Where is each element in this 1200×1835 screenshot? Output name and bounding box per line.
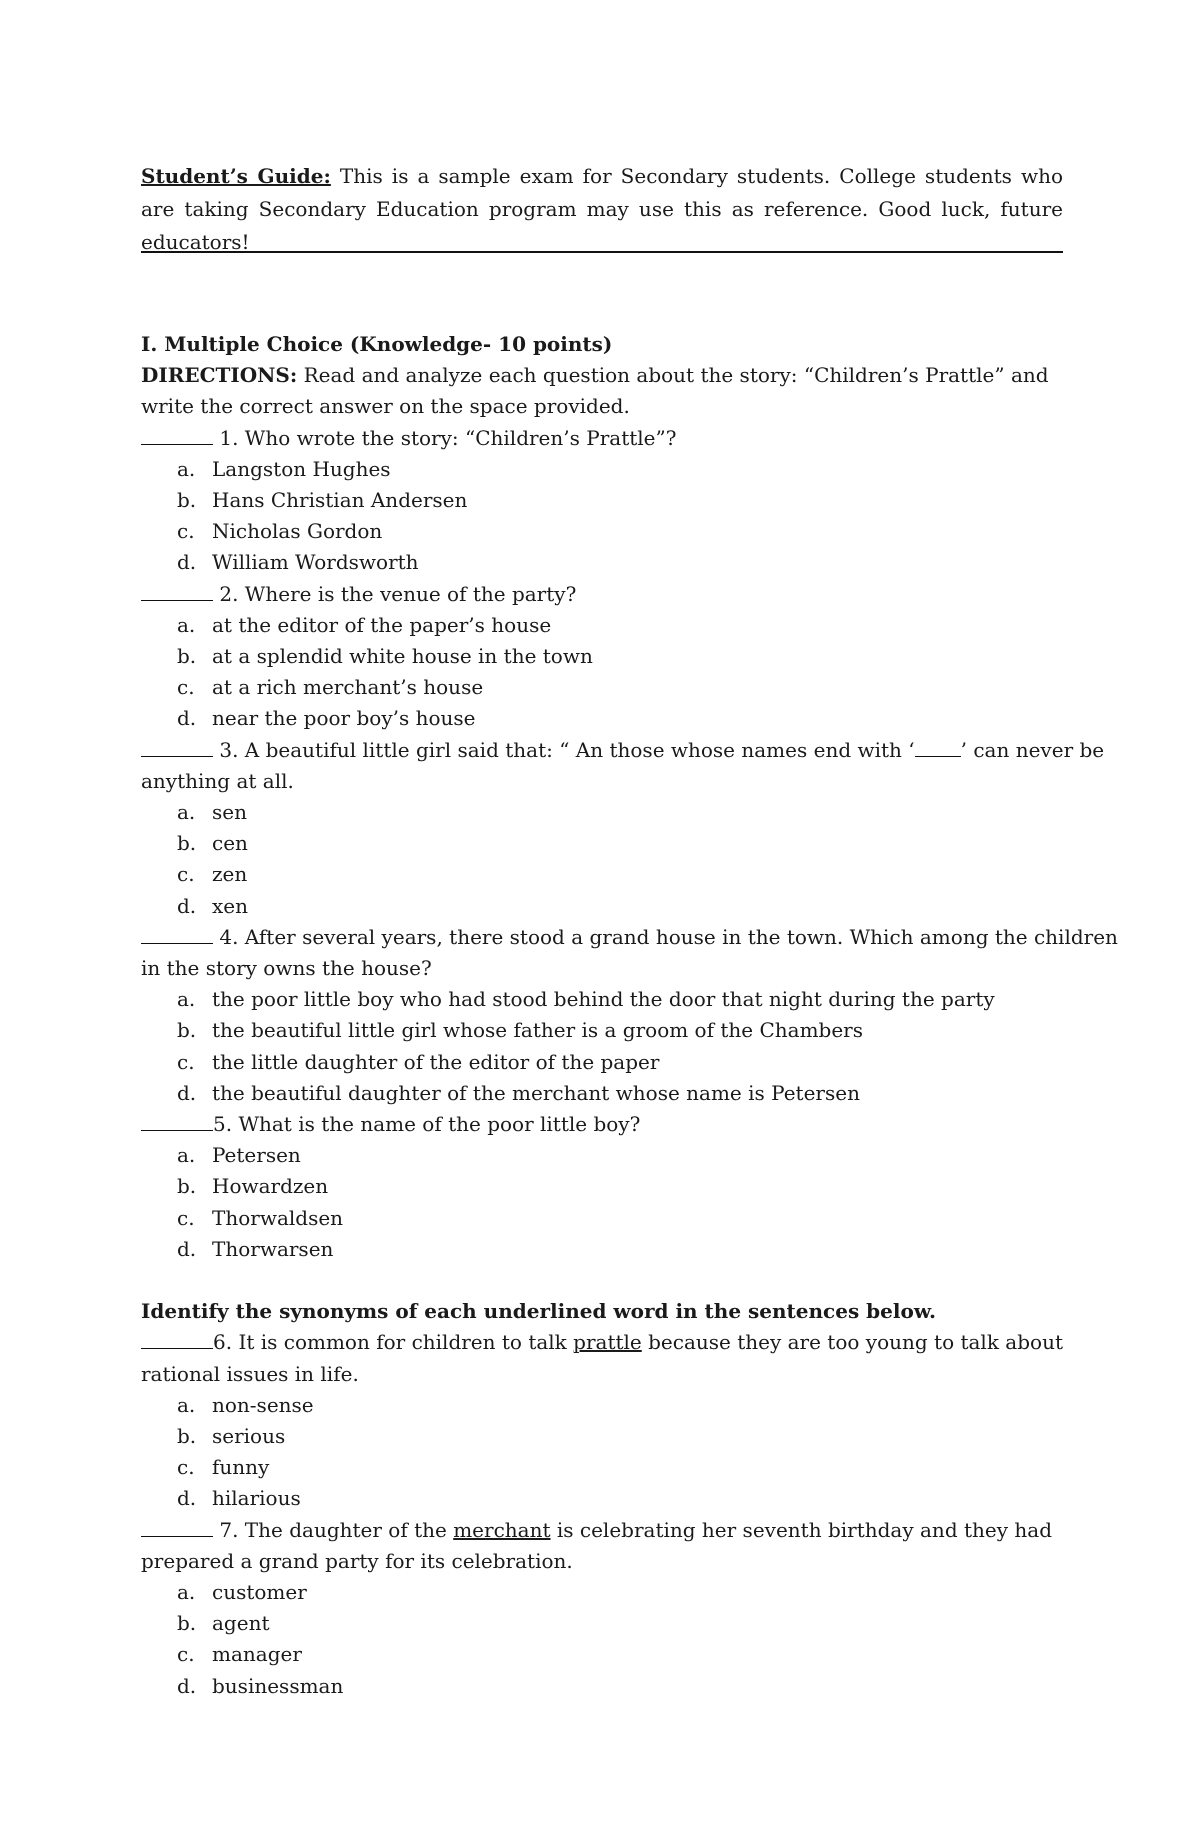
guide-label: Student’s Guide: — [141, 164, 331, 188]
option-c: c. manager — [177, 1642, 302, 1667]
exam-content — [141, 329, 1118, 1702]
question-7-cont: prepared a grand party for its celebration. — [141, 1548, 573, 1573]
option-b: b. Hans Christian Andersen — [177, 488, 468, 513]
option-b: b. the beautiful little girl whose father is a groom of the Chambers — [177, 1018, 864, 1043]
question-text: 2. Where is the venue of the party? — [213, 581, 577, 606]
answer-blank[interactable] — [141, 923, 213, 944]
question-7: 7. The daughter of the merchant is celebrating her seventh birthday and they had — [141, 1515, 1063, 1546]
question-6: 6. It is common for children to talk prattle because they are too young to talk about — [141, 1327, 1063, 1358]
option-d: d. Thorwarsen — [177, 1236, 334, 1261]
question-2 — [141, 579, 1063, 610]
question-3: 3. A beautiful little girl said that: “ An those whose names end with ‘ ’ can never be — [141, 735, 1063, 766]
directions — [141, 360, 1063, 422]
question-4-cont: in the story owns the house? — [141, 956, 432, 981]
question-text: 1. Who wrote the story: “Children’s Prattle”? — [213, 425, 677, 450]
option-b: b. at a splendid white house in the town — [177, 644, 593, 669]
option-c: c. Nicholas Gordon — [177, 519, 383, 544]
spacer — [141, 1265, 1063, 1296]
option-d: d. the beautiful daughter of the merchant whose name is Petersen — [177, 1080, 860, 1105]
option-c: c. at a rich merchant’s house — [177, 675, 484, 700]
option-a: a. at the editor of the paper’s house — [177, 612, 552, 637]
answer-blank[interactable] — [141, 1110, 213, 1131]
answer-blank[interactable] — [141, 736, 213, 757]
question-1 — [141, 423, 1063, 454]
option-b: b. cen — [177, 831, 248, 856]
option-d: d. businessman — [177, 1673, 344, 1698]
answer-blank[interactable] — [141, 580, 213, 601]
answer-blank[interactable] — [141, 1516, 213, 1537]
option-c: c. funny — [177, 1455, 270, 1480]
option-d: d. near the poor boy’s house — [177, 706, 476, 731]
option-b: b. Howardzen — [177, 1174, 329, 1199]
option-a: a. Langston Hughes — [177, 456, 391, 481]
guide-text: This is a sample exam for Secondary students. College students who are taking Secondary Education program may use this as reference. Good luck, future educators! — [141, 164, 1063, 254]
synonyms-heading: Identify the synonyms of each underlined word in the sentences below. — [141, 1299, 936, 1324]
option-a: a. customer — [177, 1579, 307, 1604]
students-guide — [141, 160, 1063, 259]
horizontal-divider — [141, 251, 1063, 253]
directions-text: Read and analyze each question about the story: “Children’s Prattle” and write the correct answer on the space provided. — [141, 363, 1049, 419]
option-a: a. non-sense — [177, 1392, 314, 1417]
question-6-cont: rational issues in life. — [141, 1361, 359, 1386]
section-heading: I. Multiple Choice (Knowledge- 10 points) — [141, 332, 613, 356]
question-5: 5. What is the name of the poor little boy? — [141, 1109, 1063, 1140]
option-a: a. Petersen — [177, 1143, 301, 1168]
underlined-word: merchant — [453, 1517, 551, 1542]
option-b: b. agent — [177, 1611, 270, 1636]
inline-blank — [915, 738, 961, 757]
option-c: c. zen — [177, 862, 248, 887]
directions-label: DIRECTIONS: — [141, 363, 298, 388]
option-c: c. Thorwaldsen — [177, 1205, 344, 1230]
option-a: a. sen — [177, 800, 247, 825]
question-4: 4. After several years, there stood a grand house in the town. Which among the children — [141, 922, 1063, 953]
underlined-word: prattle — [573, 1330, 642, 1355]
option-d: d. hilarious — [177, 1486, 301, 1511]
answer-blank[interactable] — [141, 424, 213, 445]
question-3-cont: anything at all. — [141, 768, 294, 793]
option-b: b. serious — [177, 1423, 286, 1448]
option-a: a. the poor little boy who had stood behind the door that night during the party — [177, 987, 995, 1012]
answer-blank[interactable] — [141, 1328, 213, 1349]
option-c: c. the little daughter of the editor of the paper — [177, 1049, 660, 1074]
option-d: d. William Wordsworth — [177, 550, 419, 575]
option-d: d. xen — [177, 893, 248, 918]
